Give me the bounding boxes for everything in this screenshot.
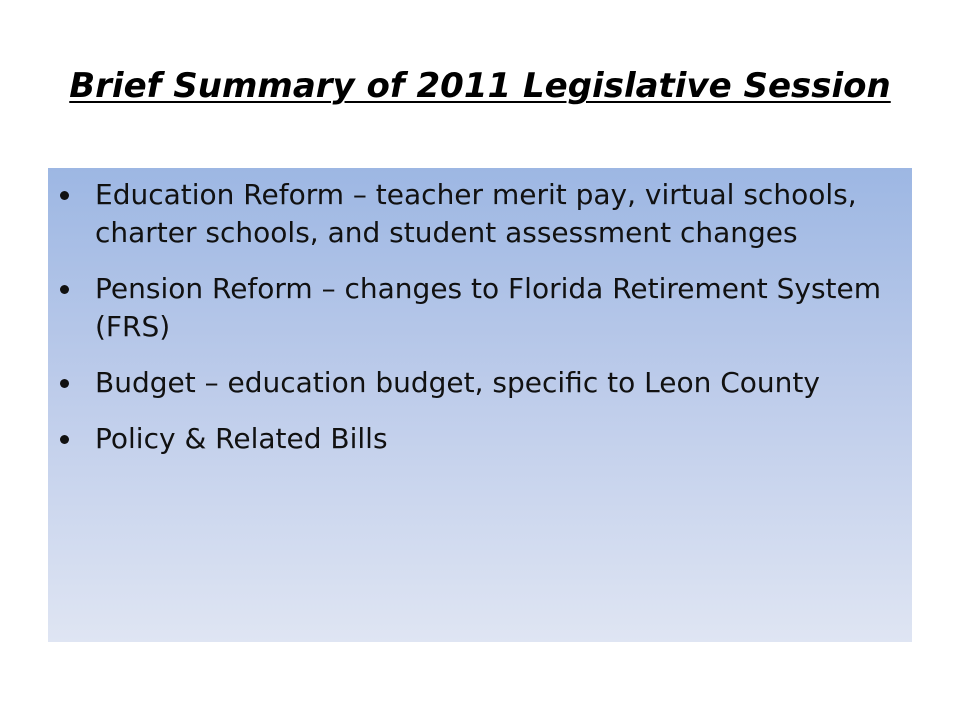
bullet-icon <box>60 379 69 388</box>
bullet-item-education-reform <box>48 176 912 252</box>
bullet-icon <box>60 285 69 294</box>
bullet-icon <box>60 435 69 444</box>
bullet-text: Pension Reform – changes to Florida Retirement System (FRS) <box>95 272 882 343</box>
bullet-text: Education Reform – teacher merit pay, virtual schools, charter schools, and student assessment changes <box>95 178 857 249</box>
bullet-item-budget <box>48 364 912 402</box>
slide-title: Brief Summary of 2011 Legislative Session <box>69 66 891 106</box>
bullet-text: Policy & Related Bills <box>95 422 388 455</box>
bullet-item-policy <box>48 420 912 458</box>
bullet-item-pension-reform <box>48 270 912 346</box>
bullet-icon <box>60 191 69 200</box>
bullet-text: Budget – education budget, specific to Leon County <box>95 366 820 399</box>
bullet-list <box>48 176 912 476</box>
